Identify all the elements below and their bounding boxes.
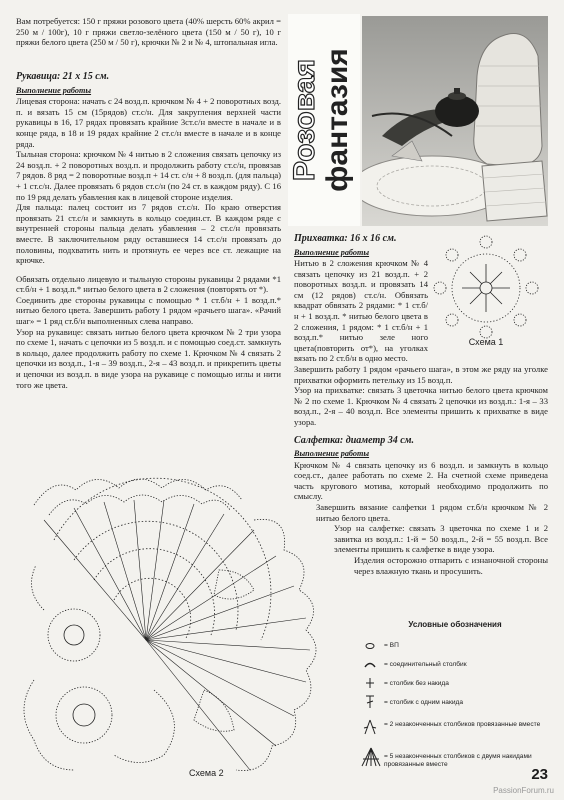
mitten-p5: Соединить две стороны рукавицы с помощью * 1 ст.б/н + 1 возд.п.* нитью белого цвета. Завершить работу 1 рядом «рачьего шага». «Рачий шаг» = 1 ряд ст.б/н выполненных слева направо. — [16, 294, 281, 327]
mitten-p6: Узор на рукавице: связать нитью белого цвета крючком № 2 три узора по схеме 1, начать с цепочки из 5 возд.п. и с помощью соед.ст. замкнуть в кольцо, далее продолжить работу по схеме 1. Крючком № 4 связать 2 цепочки из возд.п., 1-я – 39 возд.п., 2-я – 43 возд.п. и прикрепить цветы и цепочки из возд.п. в виде узора на рукавице с помощью иглы и нити того же цвета. — [16, 326, 281, 390]
potholder-head — [294, 228, 422, 258]
scheme-2-label: Схема 2 — [189, 768, 224, 778]
legend — [360, 620, 550, 785]
napkin-p4: Изделия осторожно отпарить с изнаночной стороны через влажную ткань и просушить. — [354, 555, 548, 576]
legend-cluster-icon — [360, 747, 382, 770]
legend-item-6: = 5 незаконченных столбиков с двумя накидами провязанные вместе — [384, 753, 532, 768]
legend-item-4: = столбик с одним накида — [384, 699, 464, 706]
legend-sc-icon — [360, 677, 380, 692]
mitten-section — [16, 66, 281, 390]
watermark: PassionForum.ru — [493, 786, 554, 795]
product-photo — [362, 16, 548, 226]
legend-item-5: = 2 незаконченных столбиков провязанные вместе — [384, 721, 541, 728]
legend-dc2tog-icon — [360, 719, 380, 738]
napkin-heading: Салфетка: диаметр 34 см. — [294, 434, 415, 446]
mitten-sub: Выполнение работы — [16, 85, 92, 95]
potholder-sub: Выполнение работы — [294, 247, 370, 257]
page-number: 23 — [531, 766, 548, 783]
legend-ch-icon — [360, 641, 380, 654]
napkin-p1: Крючком № 4 связать цепочку из 6 возд.п. и замкнуть в кольцо соед.ст., далее работать по схеме 2. На счетной схеме приведена часть кругового мотива, который необходимо продолжить по смыслу. — [294, 459, 548, 502]
scheme-1-label: Схема 1 — [468, 337, 504, 346]
legend-dc-icon — [360, 695, 380, 712]
mitten-p2: Тыльная сторона: крючком № 4 нитью в 2 сложения связать цепочку из 24 возд.п. + 2 поворотных возд.п. и продолжить работу ст.с/н, провязав 7 рядов. 8 ряд = 2 поворотные возд.п + 14 ст. с/н + 8 возд.п. (для пальца) + 1 ст.с/н. Далее провязать 6 рядов ст.с/н (по 24 ст. в каждом ряду). С 16 по 19 ряд делать убавления как в лицевой стороне изделия. — [16, 149, 281, 202]
title-line1: Розовая — [288, 59, 321, 181]
scheme-2-diagram — [14, 470, 334, 788]
title-block — [288, 14, 360, 226]
napkin-p3: Узор на салфетке: связать 3 цветочка по схеме 1 и 2 завитка из возд.п.: 1-й = 50 возд.п., 2-й = 55 возд.п. Все элементы пришить к салфетке в виде узора. — [334, 523, 548, 555]
potholder-p2: Завершить работу 1 рядом «рачьего шага», в этом же ряду на уголке прихватки оформить петельку из 15 возд.п. — [294, 363, 548, 385]
mitten-p3: Для пальца: палец состоит из 7 рядов ст.с/н. По краю отверстия провязать 21 ст.с/н и замкнуть в кольцо соедин.ст. В каждом ряде с внутренней стороны пальца делать убавления – 2 ст.с/н провязать вместе. В заключительном ряду оставшиеся 14 ст.с/н провязать до половины, подхватить нить и протянуть ее через все ст. лежащие на крючке. — [16, 202, 281, 266]
napkin-sub: Выполнение работы — [294, 449, 370, 459]
legend-item-1: = ВП — [384, 642, 399, 649]
legend-slst-icon — [360, 659, 380, 672]
legend-title: Условные обозначения — [408, 620, 502, 629]
potholder-p3: Узор на прихватке: связать 3 цветочка нитью белого цвета крючком № 2 по схеме 1. Крючком № 4 связать 2 цепочки из возд.п.: 1-я – 33 возд.п., 2-я – 40 возд.п. Все элементы пришить к прихватке в виде узора. — [294, 385, 548, 427]
mitten-p4: Обвязать отдельно лицевую и тыльную стороны рукавицы 2 рядами *1 ст.б/н + 1 возд.п.* нитью белого цвета в 2 сложения (повторять от *). — [16, 273, 281, 295]
materials-text: Вам потребуется: 150 г пряжи розового цвета (40% шерсть 60% акрил = 250 м / 100г), 10 г пряжи светло-зелёного цвета (150 м / 50 г), 10 г пряжи белого цвета (250 м / 50 г), крючки № 2 и № 4, штопальная игла. — [16, 16, 281, 48]
legend-item-3: = столбик без накида — [384, 680, 449, 687]
title-line2: фантазия — [321, 48, 354, 192]
mitten-heading: Рукавица: 21 х 15 см. — [16, 71, 110, 82]
mitten-p1: Лицевая сторона: начать с 24 возд.п. крючком № 4 + 2 поворотных возд. п. и вязать 15 см (15рядов) ст.с/н. Для закругления верхней части рукавицы в 16, 17 рядах провязать крайние 3ст.с/н вместе в начале и в конце ряда, в 18 и 19 рядах крайние 2 ст.с/н вместе в начале и в конце ряда. — [16, 96, 281, 149]
potholder-p1: Нитью в 2 сложения крючком № 4 связать цепочку из 21 возд.п. + 2 поворотных возд.п. и провязать 14 см (12 рядов) ст.с/н. Обвязать квадрат обвязать 2 рядами: * 1 ст.б/н + 1 возд.п. * нитью белого цвета в 2 сложения, 1 рядом: * 1 ст.б/н + 1 возд.п.* нитью зеле ного цвета(повторить от*), на уголках вязать по 2 ст.б/н в одно место. — [294, 258, 428, 364]
legend-item-2: = соединительный столбик — [384, 661, 467, 668]
napkin-p2: Завершить вязание салфетки 1 рядом ст.б/н крючком № 2 нитью белого цвета. — [316, 502, 548, 523]
potholder-heading: Прихватка: 16 х 16 см. — [294, 233, 397, 244]
